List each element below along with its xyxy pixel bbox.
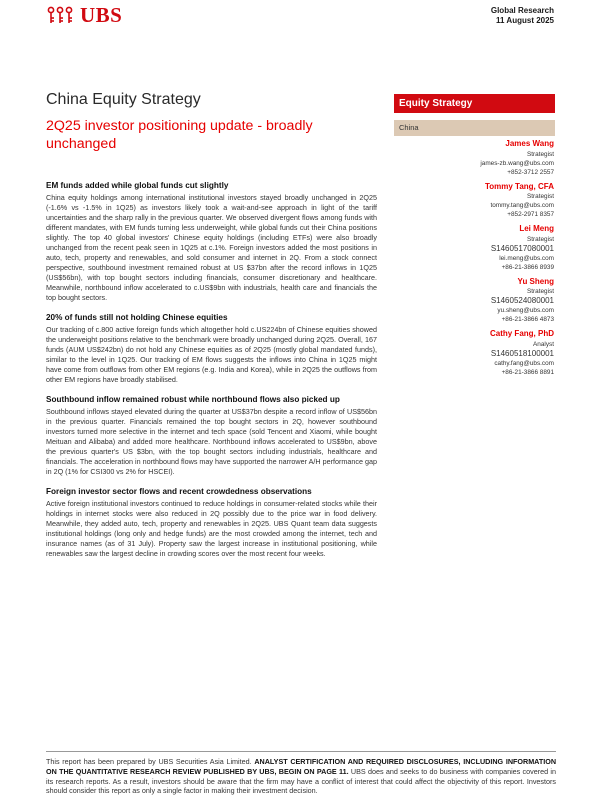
section-text: Active foreign institutional investors continued to reduce holdings in consumer-related stocks while their holdings in internet stocks were also reduced in 2Q possibly due to the price war in food delivery. Meanwhile, they added auto, tech, property and renewables in 2Q25. UBS Quant team data suggests institutional holdings (long only and hedge funds) are the most crowded among the internet, tech and insurance names (as of 31 July). Property saw the largest increase in institutional positioning, while renewables saw the largest decline in crowding scores over the most recent four weeks. xyxy=(46,499,377,558)
author-phone: +852-3712 2557 xyxy=(507,168,554,176)
author-name: Cathy Fang, PhD xyxy=(489,329,554,338)
section-heading: Southbound inflow remained robust while northbound flows also picked up xyxy=(46,395,340,404)
author-email[interactable]: james-zb.wang@ubs.com xyxy=(480,159,554,167)
report-title: China Equity Strategy xyxy=(46,91,201,108)
author-email[interactable]: lei.meng@ubs.com xyxy=(499,254,554,262)
header-category: Global Research xyxy=(490,6,554,15)
section xyxy=(46,395,377,477)
author-role: Analyst xyxy=(533,340,554,348)
author-name: Lei Meng xyxy=(519,224,554,233)
author-registration: S1460518100001 xyxy=(490,348,554,358)
keys-icon xyxy=(46,6,74,24)
sidebar-region-label: China xyxy=(394,120,555,136)
author-phone: +86-21-3866 4873 xyxy=(501,316,554,323)
author-name: James Wang xyxy=(505,139,554,148)
author-name: Yu Sheng xyxy=(517,276,554,286)
section xyxy=(46,487,377,559)
author-phone: +86-21-3866 8939 xyxy=(501,263,554,271)
report-subtitle: 2Q25 investor positioning update - broadly unchanged xyxy=(46,118,313,152)
author-card xyxy=(480,277,554,325)
header-date: 11 August 2025 xyxy=(496,15,554,25)
author-list xyxy=(480,139,554,382)
author-role: Strategist xyxy=(527,193,554,200)
author-card xyxy=(480,329,554,377)
footer-certification: ANALYST CERTIFICATION AND REQUIRED DISCLOSURES, INCLUDING INFORMATION ON THE QUANTITATIVE RESEARCH REVIEW PUBLISHED BY UBS, BEGIN ON PAGE 11. xyxy=(46,757,557,776)
section xyxy=(46,181,377,303)
section-text: Our tracking of c.800 active foreign funds which altogether hold c.US224bn of Chinese equities showed the underweight positions relative to the benchmark were broadly unchanged during 2Q25. Overall, 167 funds (AUM US$242bn) do not hold any Chinese equities as of 2Q25 (mostly global mandated funds), similar to the level in 1Q25. Our tracking of EM flows suggests the inflows into China in 1Q25 might have come from outflows from other EM regions (e.g. India and Korea), while in 2Q25 the outflows from other EM regions have broadly stabilised. xyxy=(46,325,377,384)
author-card xyxy=(480,182,554,220)
header-meta xyxy=(491,6,554,25)
brand-name: UBS xyxy=(80,3,123,27)
section-heading: Foreign investor sector flows and recent crowdedness observations xyxy=(46,487,312,496)
author-phone: +852-2971 8357 xyxy=(507,211,554,218)
disclaimer-footer xyxy=(46,751,556,796)
author-email[interactable]: cathy.fang@ubs.com xyxy=(494,359,554,367)
author-role: Strategist xyxy=(527,288,554,295)
report-body xyxy=(46,181,377,569)
section xyxy=(46,313,377,385)
author-registration: S1460517080001 xyxy=(490,243,554,253)
author-email[interactable]: yu.sheng@ubs.com xyxy=(497,307,554,314)
author-email[interactable]: tommy.tang@ubs.com xyxy=(490,202,554,209)
ubs-logo xyxy=(46,3,123,27)
section-heading: EM funds added while global funds cut slightly xyxy=(46,181,229,190)
author-phone: +86-21-3866 8891 xyxy=(501,368,554,376)
sidebar-section-label: Equity Strategy xyxy=(394,94,555,113)
author-role: Strategist xyxy=(527,235,554,243)
author-role: Strategist xyxy=(527,150,554,158)
author-card xyxy=(480,139,554,177)
section-text: China equity holdings among international institutional investors stayed broadly unchanged in 2Q25 (-1.6% vs -1.5% in 1Q25) as investors likely took a wait-and-see approach in light of the tariff uncertainties and the sharp rally in the previous quarter. We observed divergent flows among funds with different mandates, with EM funds turning less underweight, while global funds cut their China positions slightly. The top 40 global investors' Chinese equity holdings (including ETFs) were also broadly unchanged from the recent peak seen in 1Q25 at c.1%. Foreign investors added the most positions in auto, tech, property and renewables, and sold consumer and internet in 2Q. From a stock connect perspective, southbound investment remained robust at US $37bn after the record inflows in 1Q25 (US$56bn), with top bought sectors including financials, consumer discretionary and healthcare. Meanwhile, northbound inflow accelerated to c.US$9bn with industrials, health care and financials the top bought sectors. xyxy=(46,193,377,302)
footer-prepared-by: This report has been prepared by UBS Securities Asia Limited. xyxy=(46,757,252,766)
footer-disclosure: UBS does and seeks to do business with companies covered in its research reports. As a result, investors should be aware that the firm may have a conflict of interest that could affect the objectivity of this report. Investors should consider this report as only a single factor in making their investment decision. xyxy=(46,766,556,796)
author-name: Tommy Tang, CFA xyxy=(484,181,554,191)
section-text: Southbound inflows stayed elevated during the quarter at US$37bn despite a record inflow of US$56bn in the previous quarter. Financials remained the top bought sectors in 2Q, however southbound investors turned more selective in the internet and tech space (sold Tencent and Xiaomi, while bought Meituan and Alibaba) and added more healthcare. Northbound inflows accelerated to US$9bn, above the previous quarter's US $3bn, with the top bought sectors including industrials, healthcare and financials. The acceleration in northbound flows may have supported the narrower A/H performance gap in 2Q (1% for CSI300 vs 2% for HSCEI). xyxy=(46,407,377,476)
section-heading: 20% of funds still not holding Chinese equities xyxy=(46,313,228,322)
sidebar xyxy=(394,94,555,136)
author-card xyxy=(480,224,554,272)
author-registration: S1460524080001 xyxy=(490,296,554,305)
